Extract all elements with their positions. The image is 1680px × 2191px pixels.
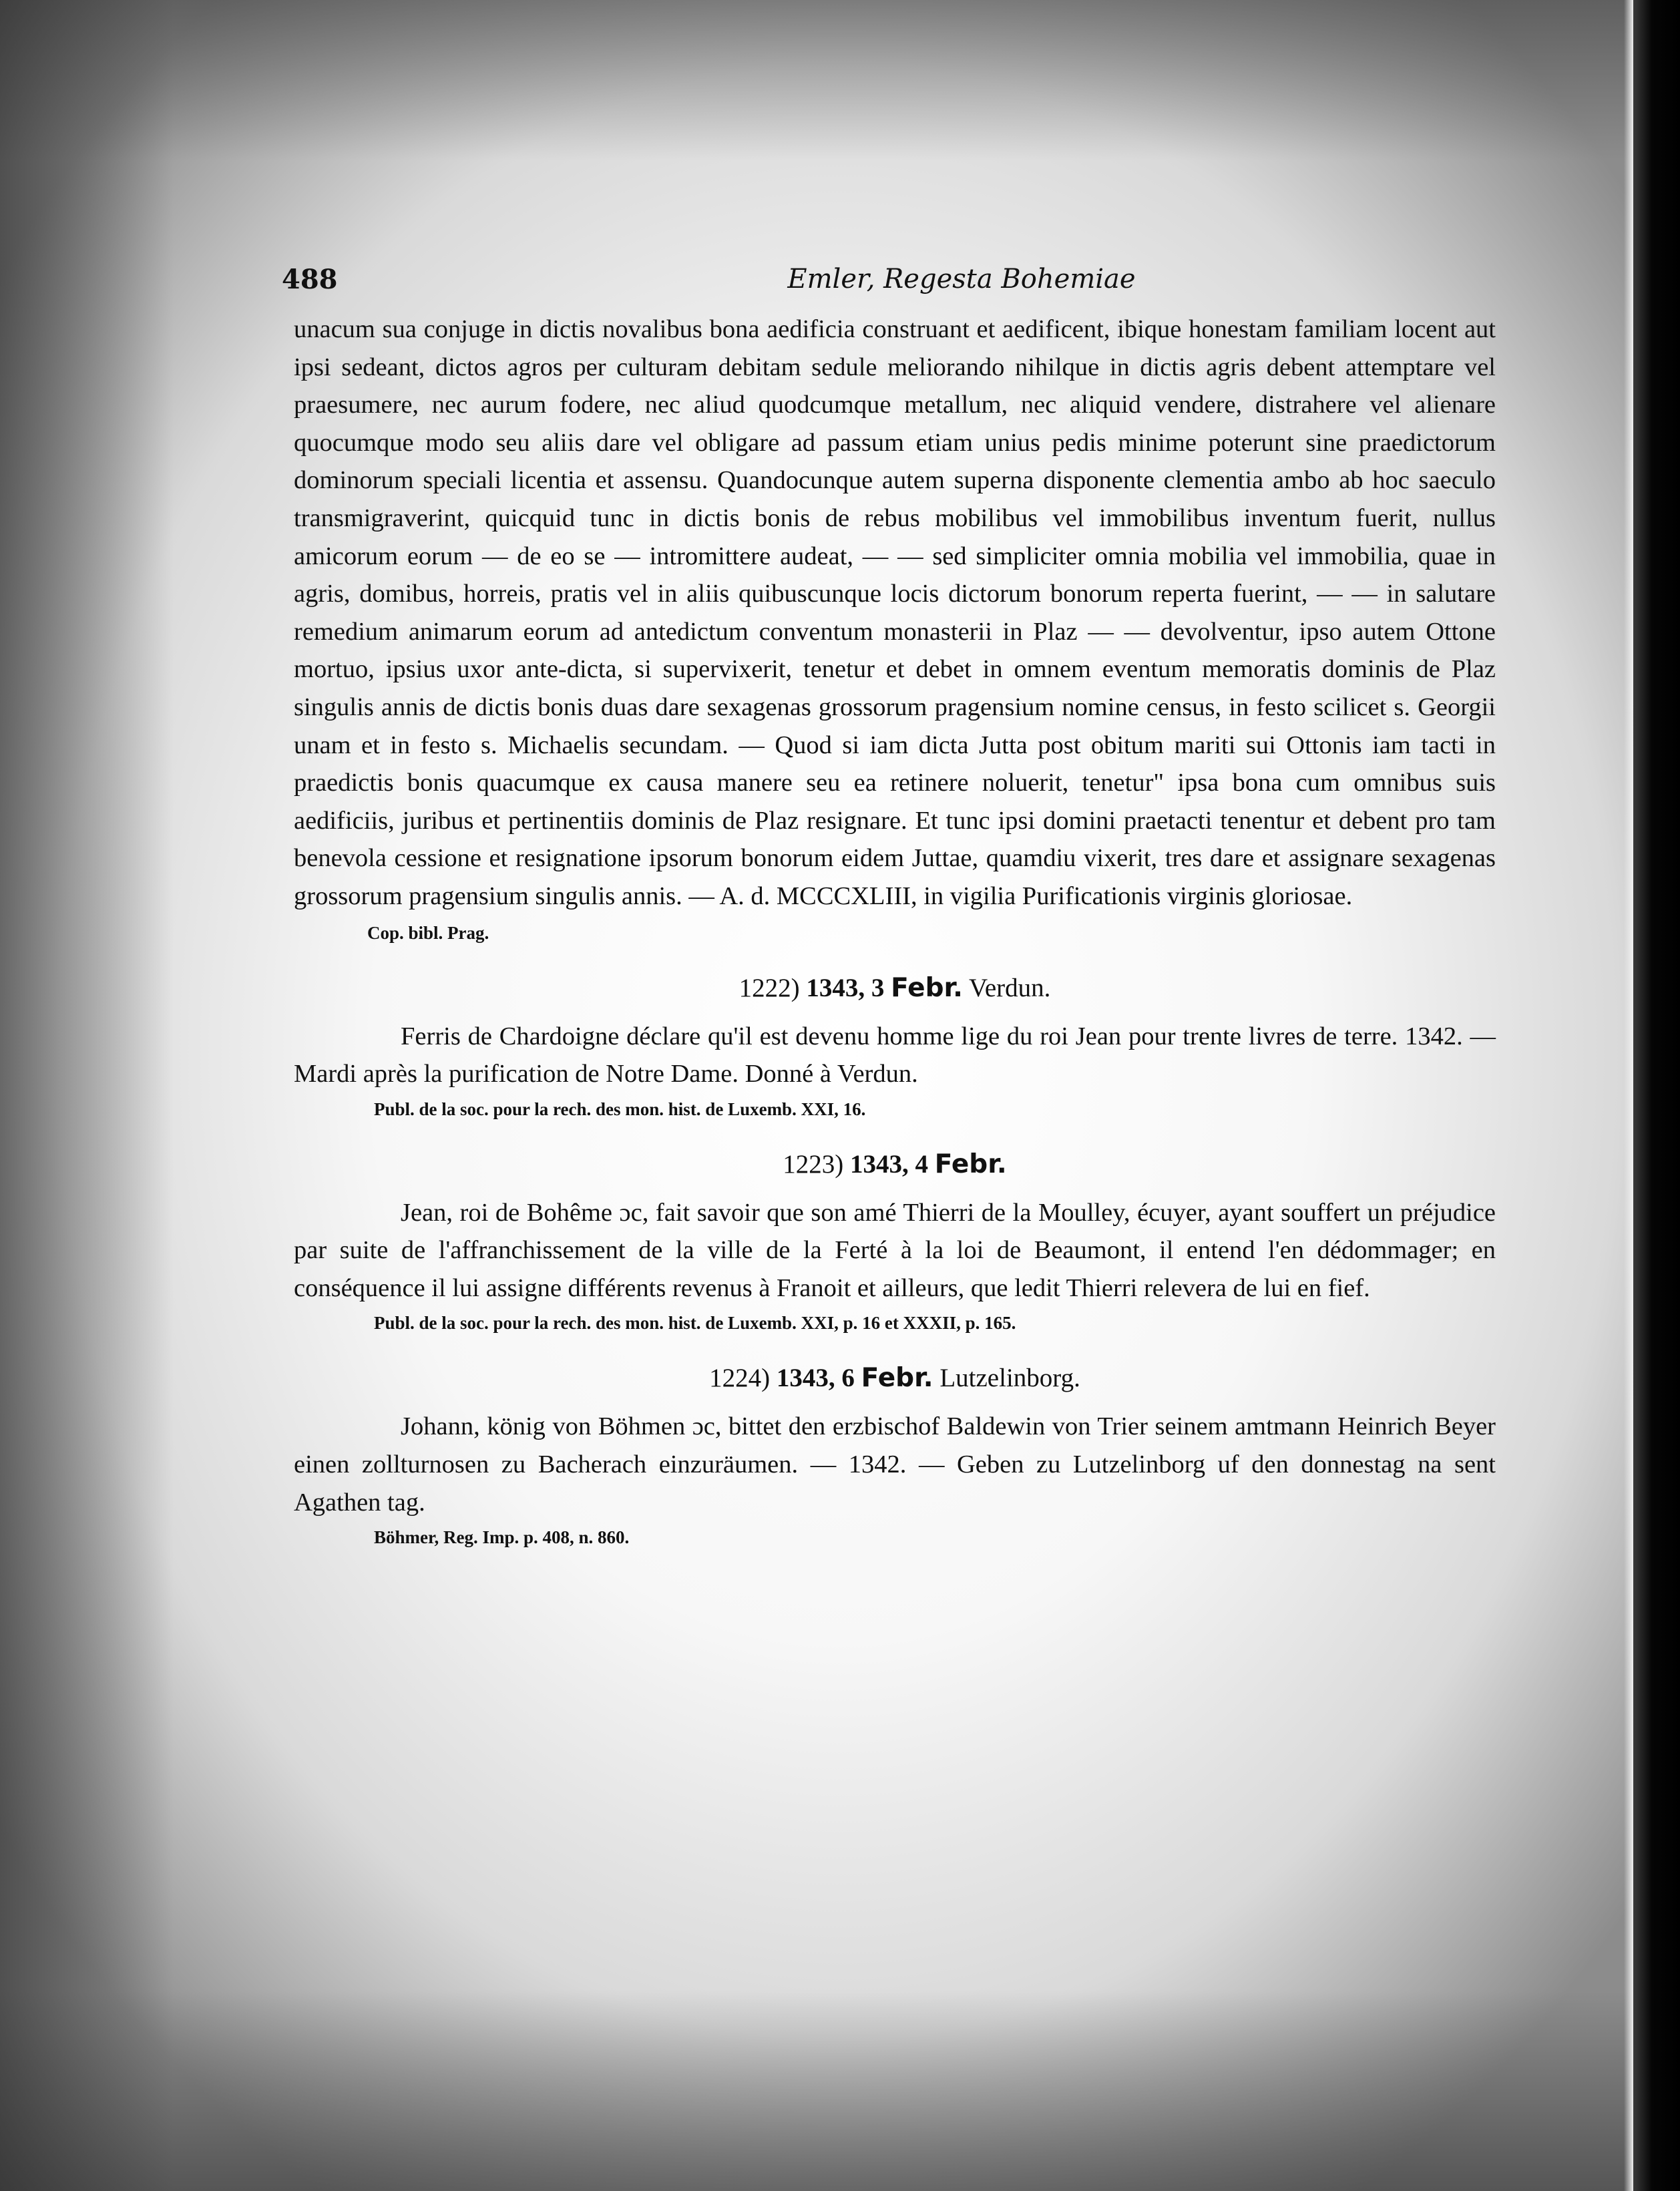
entry-number: 1223) <box>783 1149 844 1179</box>
scan-shadow-bottom <box>0 1991 1680 2191</box>
entry-heading <box>294 1363 1496 1393</box>
page-edge-highlight <box>1624 0 1633 2191</box>
entry-number: 1224) <box>709 1364 771 1393</box>
entry-1223 <box>294 1149 1496 1337</box>
entry-heading <box>294 973 1496 1003</box>
entry-1224 <box>294 1363 1496 1551</box>
running-title: Emler, Regesta Bohemiae <box>787 264 1136 294</box>
entry-source: Publ. de la soc. pour la rech. des mon. hist. de Luxemb. XXI, p. 16 et XXXII, p. 165. <box>374 1313 1016 1334</box>
scan-shadow-top <box>0 0 1680 160</box>
entry-number: 1222) <box>739 973 800 1002</box>
entry-1222 <box>294 973 1496 1123</box>
entry-date: 1343, 3 <box>806 973 885 1002</box>
entry-month: Febr. <box>891 972 963 1003</box>
entry-source: Publ. de la soc. pour la rech. des mon. hist. de Luxemb. XXI, 16. <box>374 1099 866 1119</box>
entry-text: Jean, roi de Bohême ɔc, fait savoir que son amé Thierri de la Moulley, écuyer, ayant souffert un préjudice par suite de l'affranchissement de la ville de la Ferté à la loi de Beaumont, il entend l'en dédommager; en conséquence il lui assigne différents revenus à Franoit et ailleurs, que ledit Thierri relevera de lui en fief. <box>294 1198 1496 1302</box>
entry-source: Böhmer, Reg. Imp. p. 408, n. 860. <box>374 1527 630 1548</box>
continuation-source: Cop. bibl. Prag. <box>367 922 489 943</box>
entry-text: Ferris de Chardoigne déclare qu'il est devenu homme lige du roi Jean pour trente livres de terre. 1342. — Mardi après la purification de Notre Dame. Donné à Verdun. <box>294 1022 1496 1088</box>
continuation-text: unacum sua conjuge in dictis novalibus bona aedificia construant et aedificent, ibique honestam familiam locent aut ipsi sedeant, dictos agros per culturam debitam sedule meliorando nihilque in dictis agris debent attemptare vel praesumere, nec aurum fodere, nec aliud quodcumque metallum, nec aliquid vendere, distrahere vel alienare quocumque modo seu aliis dare vel obligare ad passum etiam unius pedis minime poterunt sine praedictorum dominorum speciali licentia et assensu. Quandocunque autem superna disponente clementia ambo ab hoc saeculo transmigraverint, quicquid tunc in dictis bonis de rebus mobilibus vel immobilibus inventum fuerit, nullus amicorum eorum — de eo se — intromittere audeat, — — sed simpliciter omnia mobilia vel immobilia, quae in agris, domibus, horreis, pratis vel in aliis quibuscunque locis dictorum bonorum reperta fuerint, — — in salutare remedium animarum eorum ad antedictum conventum monasterii in Plaz — — devolventur, ipso autem Ottone mortuo, ipsius uxor ante-dicta, si supervixerit, tenetur et debet in omnem eventum memoratis dominis de Plaz singulis annis de dictis bonis duas dare sexagenas grossorum pragensium nomine census, in festo scilicet s. Georgii unam et in festo s. Michaelis secundam. — Quod si iam dicta Jutta post obitum mariti sui Ottonis iam tacti in praedictis bonis quacumque ex causa manere seu ea retinere noluerit, tenetur" ipsa bona cum omnibus suis aedificiis, juribus et pertinentiis dominis de Plaz resignare. Et tunc ipsi domini praetacti tenentur et debent pro tam benevola cessione et resignatione ipsorum bonorum eidem Juttae, quamdiu vixerit, tres dare et assignare sexagenas grossorum pragensium singulis annis. — A. d. MCCCXLIII, in vigilia Purificationis virginis gloriosae. <box>294 315 1496 910</box>
entry-month: Febr. <box>861 1363 933 1394</box>
scan-shadow-left <box>0 0 174 2191</box>
page-edge-right <box>1633 0 1680 2191</box>
page-content <box>282 264 1496 1551</box>
entry-date: 1343, 4 <box>850 1149 929 1179</box>
entry-month: Febr. <box>934 1149 1007 1179</box>
entry-heading <box>294 1149 1496 1179</box>
entry-place: Verdun. <box>969 973 1051 1002</box>
entry-place: Lutzelinborg. <box>939 1364 1080 1393</box>
page-number: 488 <box>282 264 338 295</box>
entry-date: 1343, 6 <box>776 1364 855 1393</box>
page-header <box>282 264 1496 311</box>
entry-text: Johann, könig von Böhmen ɔc, bittet den erzbischof Baldewin von Trier seinem amtmann Heinrich Beyer einen zollturnosen zu Bacherach einzuräumen. — 1342. — Geben zu Lutzelinborg uf den donnestag na sent Agathen tag. <box>294 1412 1496 1517</box>
